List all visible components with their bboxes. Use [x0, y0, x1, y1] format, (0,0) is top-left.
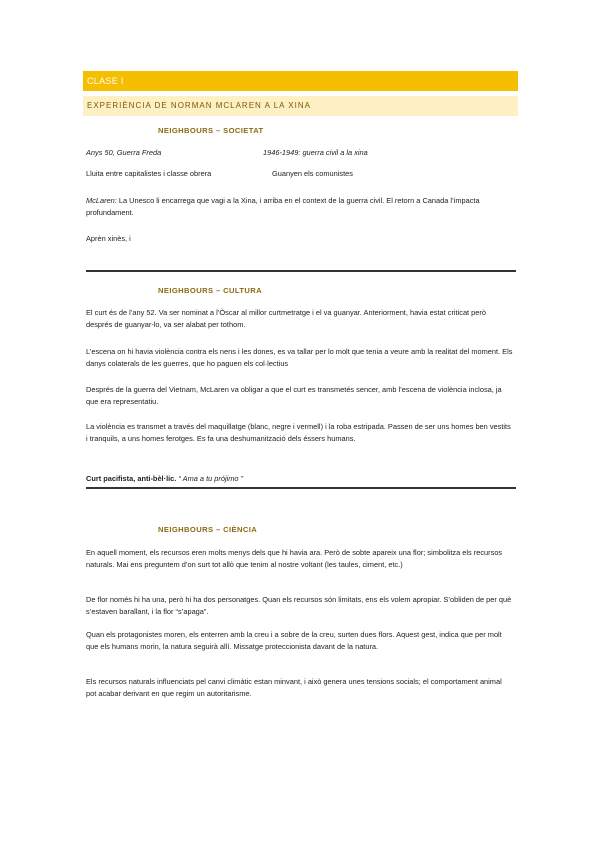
section-heading-cultura: NEIGHBOURS – CULTURA — [158, 286, 263, 295]
section-divider — [86, 270, 516, 272]
mclaren-text: La Unesco li encarrega que vagi a la Xina, i arriba en el context de la guerra civil. El retorn a Canada l’impacta profundament. — [86, 196, 480, 217]
ciencia-paragraph-1: En aquell moment, els recursos eren molts menys dels que hi havia ara. Però de sobte apareix una flor; simbolitza els recursos naturals. Mai ens preguntem d’on surt tot allò que tenim al nostre voltant (les taules, ciment, etc.) — [86, 548, 503, 569]
closing-quote: “ Ama a tu prójimo ” — [176, 474, 244, 483]
cultura-paragraph-2: L’escena on hi havia violència contra els nens i les dones, es va tallar per lo molt que tenia a veure amb la realitat del moment. Els danys colaterals de les guerres, que ho paguen els col·lectius — [86, 347, 513, 368]
mclaren-paragraph — [86, 195, 514, 219]
section-heading-societat: NEIGHBOURS – SOCIETAT — [158, 126, 264, 135]
cultura-closing — [86, 473, 514, 485]
section-divider — [86, 487, 516, 489]
struggle-left: Lluita entre capitalistes i classe obrera — [86, 169, 212, 178]
section-heading-ciencia: NEIGHBOURS – CIÈNCIA — [158, 525, 258, 534]
years-right: 1946-1949: guerra civil a la xina — [263, 148, 368, 157]
mclaren-label: McLaren: — [86, 196, 117, 205]
cultura-paragraph-1: El curt és de l’any 52. Va ser nominat a l’Òscar al millor curtmetratge i el va guanyar. Anteriorment, havia estat criticat però després de guanyar-lo, va ser alabat per tothom. — [86, 308, 486, 329]
ciencia-paragraph-4: Els recursos naturals influenciats pel canvi climàtic estan minvant, i això genera unes tensions socials; el comportament animal pot acabar derivant en que regim un autoritarisme. — [86, 677, 502, 698]
ciencia-paragraph-2: De flor només hi ha una, però hi ha dos personatges. Quan els recursos són limitats, ens els volem apropiar. S’obliden de per què s’estaven barallant, i la flor “s’apaga”. — [86, 595, 512, 616]
cultura-paragraph-3: Després de la guerra del Vietnam, McLaren va obligar a que el curt es transmetés sencer, amb l’escena de violència inclosa, ja que era representatiu. — [86, 385, 502, 406]
ciencia-paragraph-3: Quan els protagonistes moren, els enterren amb la creu i a sobre de la creu, surten dues flors. Aquest gest, indica que per molt que els humans morin, la natura seguirà allí. Missatge proteccionista davant de la natura. — [86, 630, 502, 651]
struggle-right: Guanyen els comunistes — [272, 169, 353, 178]
document-title-bar: EXPERIÈNCIA DE NORMAN MCLAREN A LA XINA — [83, 96, 518, 116]
closing-bold: Curt pacifista, anti-bèl·lic. — [86, 474, 177, 483]
class-label-bar: CLASE I — [83, 71, 518, 91]
cultura-paragraph-4: La violència es transmet a través del maquillatge (blanc, negre i vermell) i la roba estripada. Passen de ser uns homes ben vestits i tranquils, a uns homes ferotges. Es fa una deshumanització dels éssers humans. — [86, 422, 511, 443]
years-left: Anys 50, Guerra Freda — [86, 148, 162, 157]
learn-line: Aprèn xinès, i — [86, 234, 131, 243]
